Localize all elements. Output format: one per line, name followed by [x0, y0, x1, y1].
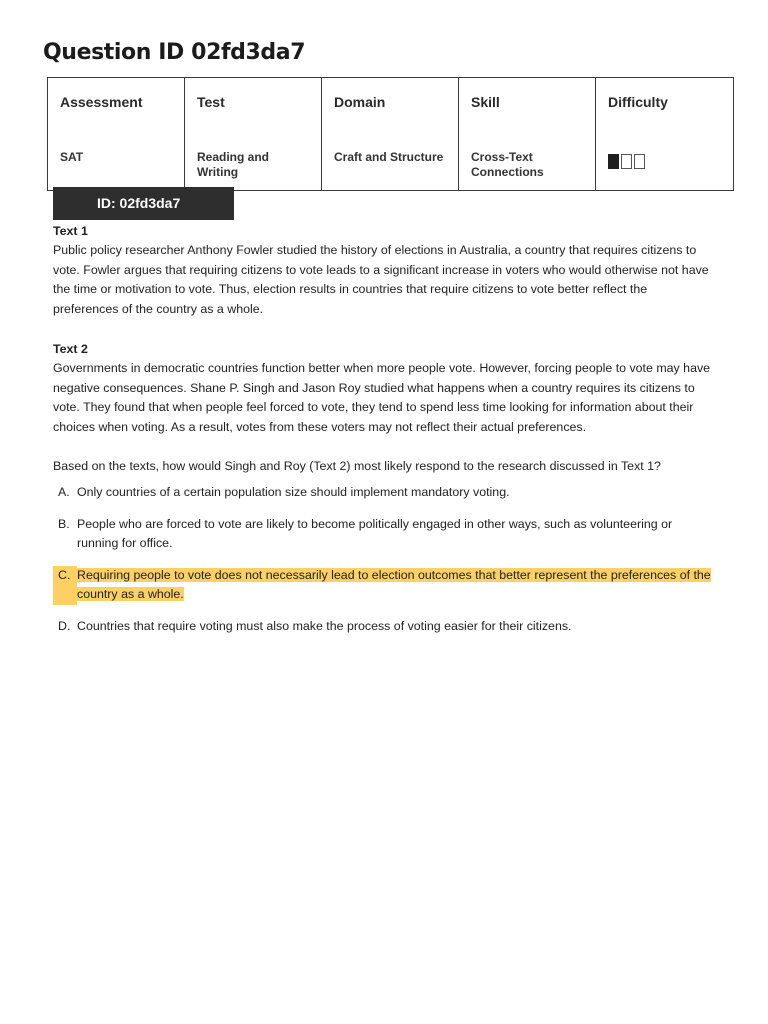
meta-value-assessment: SAT [48, 140, 185, 191]
meta-value-skill: Cross-Text Connections [459, 140, 596, 191]
meta-value-difficulty [596, 140, 734, 191]
meta-header-skill: Skill [459, 78, 596, 141]
choice-text-highlighted: Requiring people to vote does not necessarily lead to election outcomes that better represent the preferences of the country as a whole. [77, 567, 711, 602]
choice-b[interactable] [53, 515, 713, 554]
answer-choices [53, 483, 713, 635]
question-stem: Based on the texts, how would Singh and Roy (Text 2) most likely respond to the research discussed in Text 1? [53, 459, 661, 474]
text1-heading: Text 1 [53, 224, 88, 238]
choice-c-correct[interactable] [53, 566, 713, 605]
choice-letter: B. [58, 516, 70, 531]
choice-text: Countries that require voting must also make the process of voting easier for their citizens. [77, 618, 572, 633]
meta-value-row [48, 140, 734, 191]
difficulty-indicator [608, 150, 725, 169]
page-title: Question ID 02fd3da7 [43, 40, 306, 65]
difficulty-box-empty [621, 154, 632, 169]
difficulty-box-filled [608, 154, 619, 169]
choice-d[interactable] [53, 617, 713, 636]
choice-letter: D. [58, 618, 71, 633]
difficulty-box-empty [634, 154, 645, 169]
meta-header-row [48, 78, 734, 141]
choice-letter: C. [53, 566, 77, 605]
question-id-badge: ID: 02fd3da7 [53, 187, 234, 220]
meta-value-test: Reading and Writing [185, 140, 322, 191]
question-content [53, 222, 713, 648]
meta-value-domain: Craft and Structure [322, 140, 459, 191]
choice-a[interactable] [53, 483, 713, 502]
choice-letter: A. [58, 485, 70, 500]
meta-header-domain: Domain [322, 78, 459, 141]
meta-header-test: Test [185, 78, 322, 141]
text2-heading: Text 2 [53, 342, 88, 357]
choice-text: People who are forced to vote are likely to become politically engaged in other ways, such as volunteering or running for office. [77, 516, 673, 551]
meta-header-difficulty: Difficulty [596, 78, 734, 141]
text1-passage: Public policy researcher Anthony Fowler studied the history of elections in Australia, a country that requires citizens to vote. Fowler argues that requiring citizens to vote leads to a significant increase in voters who would otherwise not have the time or motivation to vote. Thus, election results in countries that require citizens to vote better reflect the preferences of the country as a whole. [53, 243, 709, 316]
question-meta-table [47, 77, 734, 191]
choice-text: Only countries of a certain population size should implement mandatory voting. [77, 485, 510, 500]
text2-passage: Governments in democratic countries function better when more people vote. However, forcing people to vote may have negative consequences. Shane P. Singh and Jason Roy studied what happens when a country requires its citizens to vote. They found that when people feel forced to vote, they tend to spend less time looking for information about their choices when voting. As a result, votes from these voters may not reflect their actual preferences. [53, 361, 711, 434]
meta-header-assessment: Assessment [48, 78, 185, 141]
